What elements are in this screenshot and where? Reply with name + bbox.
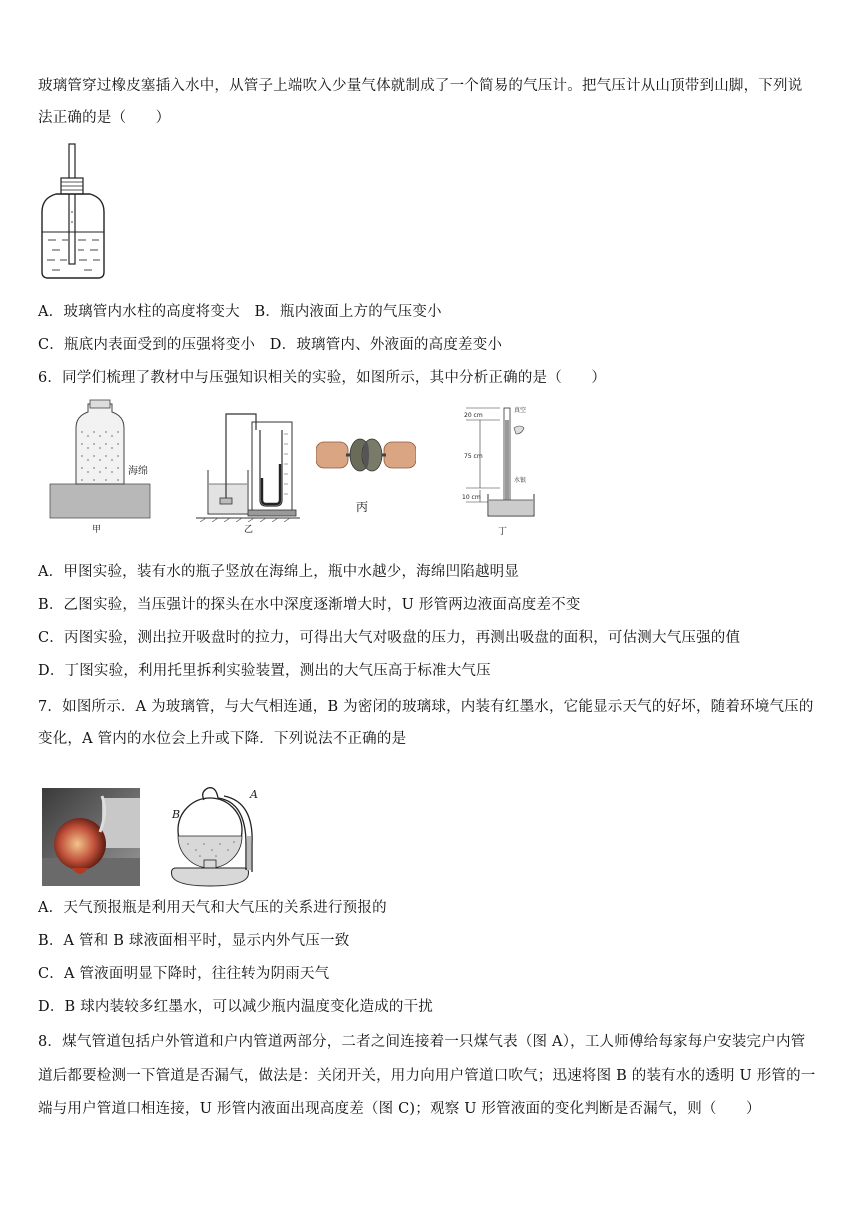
label-a: A [250, 788, 258, 801]
cm75-label: 75 cm [464, 453, 483, 460]
cm20-label: 20 cm [464, 412, 483, 419]
q8-line3: 端与用户管道口相连接，U 形管内液面出现高度差（图 C)；观察 U 形管液面的变化判断是否漏气，则（ ） [38, 1101, 761, 1117]
q5-options-line2: C．瓶底内表面受到的压强将变小 D．玻璃管内、外液面的高度差变小 [38, 337, 503, 353]
mercury-label: 水银 [514, 477, 527, 484]
sponge-label: 海绵 [128, 466, 148, 477]
q6-stem: 6．同学们梳理了教材中与压强知识相关的实验，如图所示，其中分析正确的是（ ） [38, 370, 607, 386]
q7-option-b: B．A 管和 B 球液面相平时，显示内外气压一致 [38, 933, 350, 949]
q7-option-a: A．天气预报瓶是利用天气和大气压的关系进行预报的 [38, 900, 387, 916]
q6-option-b: B．乙图实验，当压强计的探头在水中深度逐渐增大时，U 形管两边液面高度差不变 [38, 597, 581, 613]
q7-photo-weather-bottle [42, 788, 140, 886]
fig-label-ding: 丁 [498, 527, 508, 537]
q5-options-line1: A．玻璃管内水柱的高度将变大 B．瓶内液面上方的气压变小 [38, 304, 442, 320]
q5-text-line2: 法正确的是（ ） [38, 110, 171, 126]
q6-option-a: A．甲图实验，装有水的瓶子竖放在海绵上，瓶中水越少，海绵凹陷越明显 [38, 564, 520, 580]
q7-stem-line2: 变化，A 管内的水位会上升或下降．下列说法不正确的是 [38, 731, 407, 747]
cm10-label: 10 cm [462, 494, 481, 501]
q7-option-d: D．B 球内装较多红墨水，可以减少瓶内温度变化造成的干扰 [38, 999, 433, 1015]
q7-diagram [160, 784, 270, 890]
q6-figure-yi [196, 404, 300, 522]
fig-label-bing: 丙 [356, 500, 369, 514]
q6-figure-ding [460, 404, 540, 520]
q8-line2: 道后都要检测一下管道是否漏气，做法是：关闭开关，用力向用户管道口吹气；迅速将图 B 的装有水的透明 U 形管的一 [38, 1068, 816, 1084]
q6-figure-bing [316, 432, 416, 476]
q7-option-c: C．A 管液面明显下降时，往往转为阴雨天气 [38, 966, 330, 982]
label-b: B [172, 808, 181, 821]
q6-option-d: D．丁图实验，利用托里拆利实验装置，测出的大气压高于标准大气压 [38, 663, 491, 679]
fig-label-jia: 甲 [92, 525, 102, 535]
q5-barometer-figure [38, 142, 108, 282]
fig-label-yi: 乙 [244, 525, 254, 535]
q7-stem-line1: 7．如图所示．A 为玻璃管，与大气相连通，B 为密闭的玻璃球，内装有红墨水，它能显示天气的好坏，随着环境气压的 [38, 699, 814, 715]
q6-option-c: C．丙图实验，测出拉开吸盘时的拉力，可得出大气对吸盘的压力，再测出吸盘的面积，可估测大气压强的值 [38, 630, 741, 646]
q8-line1: 8．煤气管道包括户外管道和户内管道两部分，二者之间连接着一只煤气表（图 A），工人师傅给每家每户安装完户内管 [38, 1034, 806, 1050]
vacuum-label: 真空 [514, 407, 527, 414]
q5-text-line1: 玻璃管穿过橡皮塞插入水中，从管子上端吹入少量气体就制成了一个简易的气压计。把气压计从山顶带到山脚，下列说 [38, 78, 803, 94]
q6-figure-jia [48, 398, 152, 524]
